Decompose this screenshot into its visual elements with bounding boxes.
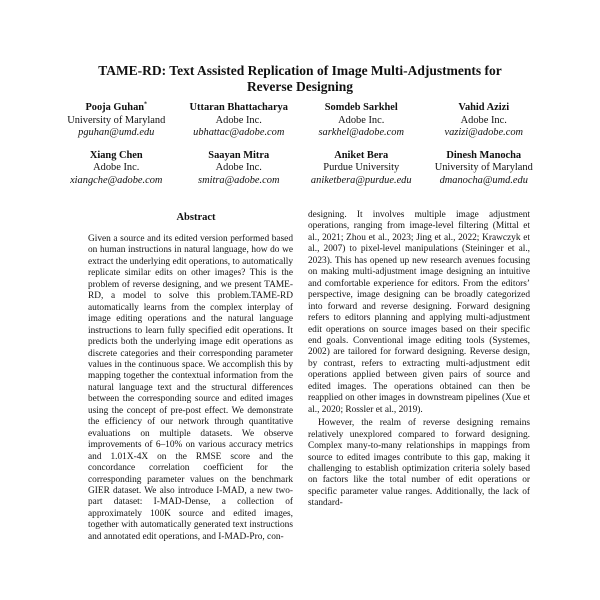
author-email: dmanocha@umd.edu [439, 174, 528, 186]
body-paragraph-2: However, the realm of reverse designing remains relatively unexplored compared to forward designing. Complex many-to-many relationships in mappings from source to edited images contribute to this gap, making it challenging to establish optimization criteria solely based on factors like the total number of edit operations or specific parameter value ranges. Additionally, the lack of standard- [308, 418, 530, 509]
author [426, 102, 543, 140]
abstract-heading: Abstract [176, 212, 216, 223]
author [426, 150, 543, 188]
author-email: ubhattac@adobe.com [193, 127, 285, 138]
author-name: Aniket Bera [334, 149, 389, 161]
author [303, 102, 420, 140]
author-affiliation: Adobe Inc. [215, 114, 262, 126]
author [181, 150, 298, 188]
author-affiliation: Adobe Inc. [93, 162, 140, 173]
paper-title [60, 63, 540, 95]
author-affiliation: Purdue University [323, 162, 400, 173]
body-paragraph-1: designing. It involves multiple image adjustment operations, ranging from image-level filtering (Mittal et al., 2021; Zhou et al., 2023; Jing et al., 2022; Krawczyk et al., 2007) to pixel-level manipulations (Steininger et al., 2023). This has opened up new research avenues focusing on making multi-adjustment image designing an intuitive and comfortable experience for editors. From the editors’ perspective, image designing can be broadly categorized into forward and reverse designing. Forward designing refers to editors planning and applying multi-adjustment edit operations on source images based on their specific end goals. Conventional image editing tools (Systemes, 2002) are tailored for forward designing. Reverse design, by contrast, refers to extracting multi-adjustment edit operations applied between given pairs of source and edited images. The operations obtained can then be reapplied on other images in downstream pipelines (Xue et al., 2020; Rossler et al., 2019). [308, 210, 530, 415]
author-affiliation: University of Maryland [434, 162, 533, 173]
right-column [308, 210, 530, 510]
title-line-2: Reverse Designing [246, 79, 354, 94]
author-footnote-mark: * [144, 101, 148, 108]
author-block [58, 102, 542, 187]
author-name: Dinesh Manocha [446, 149, 522, 161]
author-email: vazizi@adobe.com [444, 127, 524, 138]
author-affiliation: Adobe Inc. [215, 162, 262, 173]
author-affiliation: University of Maryland [67, 114, 166, 126]
author-email: smitra@adobe.com [198, 174, 280, 186]
author [58, 102, 175, 140]
author-name: Saayan Mitra [208, 149, 270, 161]
abstract-text: Given a source and its edited version performed based on human instructions in natural language, how do we extract the underlying edit operations, to automatically replicate similar edits on other images? This is the problem of reverse designing, and we present TAME-RD, a model to solve this problem.TAME-RD automatically learns from the complex interplay of image editing operations and the natural language instructions to learn fully specified edit operations. It predicts both the underlying image edit operations as discrete categories and their corresponding parameter values in the continuous space. We accomplish this by mapping together the contextual information from the natural language text and the structural differences between the corresponding source and edited images using the concept of pre-post effect. We demonstrate the efficiency of our network through quantitative evaluations on multiple datasets. We observe improvements of 6–10% on various accuracy metrics and 1.01X-4X on the RMSE score and the concordance correlation coefficient for the corresponding parameter values on the benchmark GIER dataset. We also introduce I-MAD, a new two-part dataset: I-MAD-Dense, a collection of approximately 100K source and edited images, together with automatically generated text instructions and annotated edit operations, and I-MAD-Pro, con- [88, 234, 293, 542]
author [303, 150, 420, 188]
author-name: Somdeb Sarkhel [324, 102, 398, 113]
author-row-2 [58, 150, 542, 188]
author-name: Xiang Chen [89, 149, 143, 161]
author-email: sarkhel@adobe.com [318, 127, 404, 138]
author [181, 102, 298, 140]
author-name: Vahid Azizi [458, 102, 510, 113]
author-name: Pooja Guhan [85, 102, 145, 113]
title-line-1: TAME-RD: Text Assisted Replication of Image Multi-Adjustments for [98, 63, 502, 78]
author-email: aniketbera@purdue.edu [310, 174, 412, 186]
author-row-1 [58, 102, 542, 140]
left-column [85, 210, 307, 543]
author-name: Uttaran Bhattacharya [189, 102, 288, 113]
author-email: xiangche@adobe.com [70, 174, 163, 186]
author-email: pguhan@umd.edu [78, 127, 155, 138]
author-affiliation: Adobe Inc. [338, 114, 385, 126]
author-affiliation: Adobe Inc. [460, 114, 507, 126]
author [58, 150, 175, 188]
